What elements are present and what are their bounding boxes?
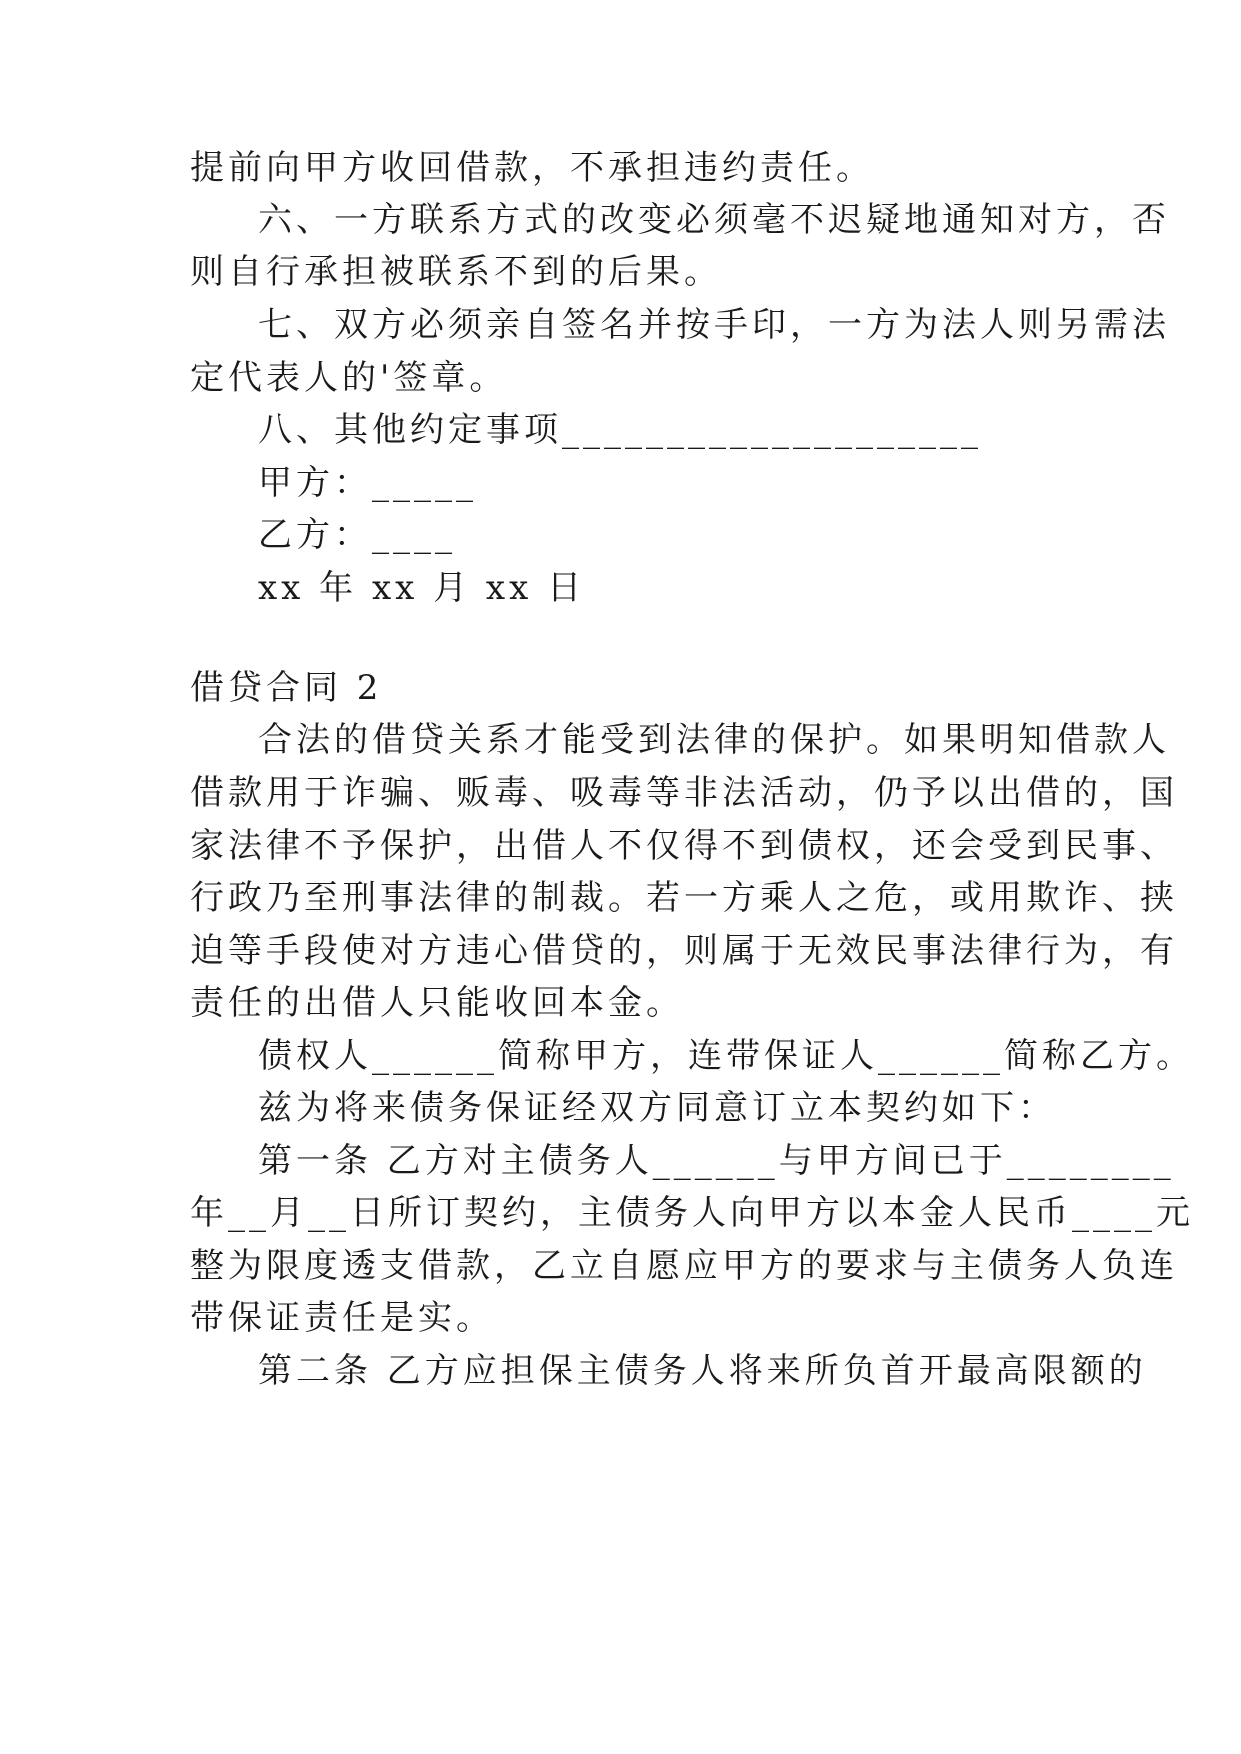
paragraph-line: 合法的借贷关系才能受到法律的保护。如果明知借款人 bbox=[258, 720, 1170, 760]
paragraph-line: 借款用于诈骗、贩毒、吸毒等非法活动，仍予以出借的，国 bbox=[190, 773, 1178, 813]
paragraph-line: 行政乃至刑事法律的制裁。若一方乘人之危，或用欺诈、挟 bbox=[190, 878, 1178, 918]
clause-eight: 八、其他约定事项____________________ bbox=[258, 410, 982, 450]
paragraph-line: 年__月__日所订契约，主债务人向甲方以本金人民币____元 bbox=[190, 1193, 1194, 1233]
paragraph-line: 迫等手段使对方违心借贷的，则属于无效民事法律行为，有 bbox=[190, 931, 1178, 971]
preamble-line: 兹为将来债务保证经双方同意订立本契约如下： bbox=[258, 1088, 1056, 1128]
paragraph-line: 带保证责任是实。 bbox=[190, 1298, 494, 1338]
text-line: 提前向甲方收回借款，不承担违约责任。 bbox=[190, 148, 874, 188]
text-line: 则自行承担被联系不到的后果。 bbox=[190, 252, 722, 292]
clause-seven: 七、双方必须亲自签名并按手印，一方为法人则另需法 bbox=[258, 305, 1170, 345]
section-heading: 借贷合同 2 bbox=[190, 668, 383, 708]
paragraph-line: 责任的出借人只能收回本金。 bbox=[190, 983, 684, 1023]
party-a-signature: 甲方：_____ bbox=[258, 463, 477, 503]
paragraph-line: 家法律不予保护，出借人不仅得不到债权，还会受到民事、 bbox=[190, 826, 1178, 866]
clause-six: 六、一方联系方式的改变必须毫不迟疑地通知对方，否 bbox=[258, 200, 1170, 240]
party-b-signature: 乙方：____ bbox=[258, 515, 456, 555]
article-two: 第二条 乙方应担保主债务人将来所负首开最高限额的 bbox=[258, 1351, 1147, 1391]
text-line: 定代表人的'签章。 bbox=[190, 358, 508, 398]
paragraph-line: 整为限度透支借款，乙立自愿应甲方的要求与主债务人负连 bbox=[190, 1246, 1178, 1286]
signing-date: xx 年 xx 月 xx 日 bbox=[258, 568, 586, 608]
article-one: 第一条 乙方对主债务人______与甲方间已于________ bbox=[258, 1141, 1175, 1181]
parties-line: 债权人______简称甲方，连带保证人______简称乙方。 bbox=[258, 1036, 1194, 1076]
